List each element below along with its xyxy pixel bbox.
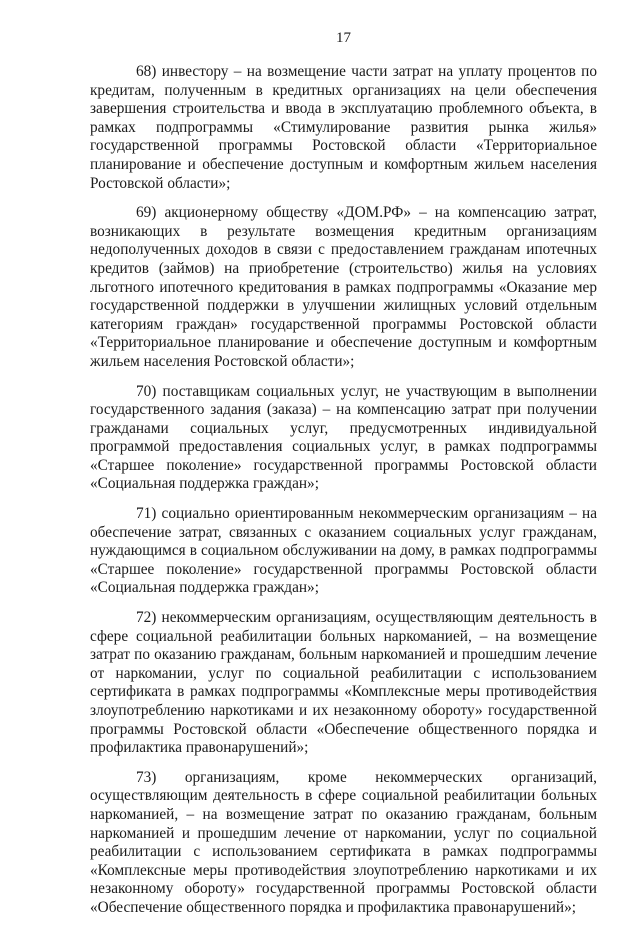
paragraph-73: 73) организациям, кроме некоммерческих организаций, осуществляющим деятельность в сфере социальной реабилитации больных наркоманией, – на возмещение затрат по оказанию гражданам, больным наркоманией и прошедшим лечение от наркомании, услуг по социальной реабилитации с использованием сертификата в рамках подпрограммы «Комплексные меры противодействия злоупотреблению наркотиками и их незаконному обороту» государственной программы Ростовской области «Обеспечение общественного порядка и профилактика правонарушений»; [90, 768, 597, 916]
paragraph-72: 72) некоммерческим организациям, осуществляющим деятельность в сфере социальной реабилитации больных наркоманией, – на возмещение затрат по оказанию гражданам, больным наркоманией и прошедшим лечение от наркомании, услуг по социальной реабилитации с использованием сертификата в рамках подпрограммы «Комплексные меры противодействия злоупотреблению наркотиками и их незаконному обороту» государственной программы Ростовской области «Обеспечение общественного порядка и профилактика правонарушений»; [90, 609, 597, 757]
paragraph-69: 69) акционерному обществу «ДОМ.РФ» – на компенсацию затрат, возникающих в результате возмещения кредитным организациям недополученных доходов в связи с предоставлением гражданам ипотечных кредитов (займов) на приобретение (строительство) жилья на условиях льготного ипотечного кредитования в рамках подпрограммы «Оказание мер государственной поддержки в улучшении жилищных условий отдельным категориям граждан» государственной программы Ростовской области «Территориальное планирование и обеспечение доступным и комфортным жильем населения Ростовской области»; [90, 204, 597, 370]
page-number: 17 [336, 30, 351, 46]
paragraph-68: 68) инвестору – на возмещение части затрат на уплату процентов по кредитам, полученным в кредитных организациях на цели обеспечения завершения строительства и ввода в эксплуатацию проблемного объекта, в рамках подпрограммы «Стимулирование развития рынка жилья» государственной программы Ростовской области «Территориальное планирование и обеспечение доступным и комфортным жильем населения Ростовской области»; [90, 63, 597, 192]
paragraph-71: 71) социально ориентированным некоммерческим организациям – на обеспечение затрат, связанных с оказанием социальных услуг гражданам, нуждающимся в социальном обслуживании на дому, в рамках подпрограммы «Старшее поколение» государственной программы Ростовской области «Социальная поддержка граждан»; [90, 505, 597, 597]
document-body [90, 63, 597, 929]
paragraph-70: 70) поставщикам социальных услуг, не участвующим в выполнении государственного задания (заказа) – на компенсацию затрат при получении гражданами социальных услуг, предусмотренных индивидуальной программой предоставления социальных услуг, в рамках подпрограммы «Старшее поколение» государственной программы Ростовской области «Социальная поддержка граждан»; [90, 382, 597, 493]
